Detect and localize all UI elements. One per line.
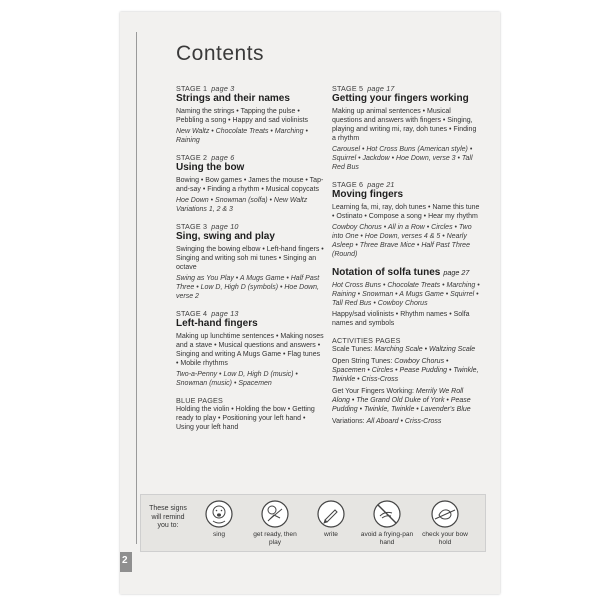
stage-page: page 17 bbox=[367, 84, 395, 93]
blue-pages bbox=[176, 396, 324, 432]
sign-get-ready bbox=[247, 499, 303, 546]
blue-pages-body: Holding the violin • Holding the bow • Getting ready to play • Positioning your left hand • Using your left hand bbox=[176, 406, 315, 431]
signs-intro: These signs will remind you to: bbox=[149, 505, 187, 529]
solfa-body: Happy/sad violinists • Rhythm names • Solfa names and symbols bbox=[332, 311, 470, 327]
stage-title: Strings and their names bbox=[176, 93, 290, 104]
activities-section bbox=[332, 336, 480, 426]
stage-label: STAGE 4 bbox=[176, 309, 208, 318]
margin-rule bbox=[136, 32, 137, 544]
stage-tunes: Swing as You Play • A Mugs Game • Half Past Three • Low D, High D (symbols) • Hoe Down, verse 2 bbox=[176, 275, 320, 300]
stage-page: page 3 bbox=[211, 84, 235, 93]
signs-box bbox=[140, 494, 486, 552]
book-page bbox=[120, 12, 500, 594]
sign-label: write bbox=[324, 531, 338, 538]
stage-body: Bowing • Bow games • James the mouse • Tap-and-say • Finding a rhythm • Musical copycats bbox=[176, 177, 324, 193]
sign-write bbox=[303, 499, 359, 539]
page-number: 2 bbox=[122, 555, 128, 566]
sign-sing bbox=[191, 499, 247, 539]
stage-tunes: Cowboy Chorus • All in a Row • Circles • Two into One • Hoe Down, verses 4 & 5 • Nearly Asleep • Three Brave Mice • Half Past Three (Round) bbox=[332, 224, 472, 258]
stage-page: page 6 bbox=[211, 153, 235, 162]
stage-6 bbox=[332, 180, 480, 259]
sign-label: sing bbox=[212, 531, 226, 538]
open-string-tunes: Open String Tunes: Cowboy Chorus • Spacemen • Circles • Pease Pudding • Twinkle, Twinkle • Criss-Cross bbox=[332, 358, 479, 383]
get-ready-icon bbox=[260, 499, 290, 529]
stage-title: Moving fingers bbox=[332, 189, 404, 200]
stage-label: STAGE 2 bbox=[176, 153, 208, 162]
stage-body: Naming the strings • Tapping the pulse • Pebbling a song • Happy and sad violinists bbox=[176, 108, 309, 124]
scale-tunes: Scale Tunes: Marching Scale • Waltzing Scale bbox=[332, 346, 476, 353]
stage-tunes: Two-a-Penny • Low D, High D (music) • Snowman (music) • Spacemen bbox=[176, 371, 298, 387]
stage-page: page 13 bbox=[211, 309, 239, 318]
stage-tunes: Carousel • Hot Cross Buns (American style) • Squirrel • Jackdow • Hoe Down, verse 3 • Tall Red Bus bbox=[332, 146, 473, 171]
stage-4 bbox=[176, 309, 324, 388]
left-column bbox=[176, 84, 324, 440]
stage-body: Swinging the bowing elbow • Left-hand fingers • Singing and writing soh mi tunes • Singing an octave bbox=[176, 246, 324, 271]
sign-label: check your bow hold bbox=[422, 531, 468, 546]
stage-3 bbox=[176, 222, 324, 301]
stage-body: Learning fa, mi, ray, doh tunes • Name this tune • Ostinato • Compose a song • Hear my rhythm bbox=[332, 204, 480, 220]
stage-label: STAGE 6 bbox=[332, 180, 364, 189]
no-frying-pan-hand-icon bbox=[372, 499, 402, 529]
stage-1 bbox=[176, 84, 324, 145]
stage-tunes: New Waltz • Chocolate Treats • Marching • Raining bbox=[176, 128, 308, 144]
stage-title: Getting your fingers working bbox=[332, 93, 469, 104]
stage-label: STAGE 5 bbox=[332, 84, 364, 93]
sign-label: get ready, then play bbox=[253, 531, 297, 546]
stage-body: Making up lunchtime sentences • Making noses and a stave • Musical questions and answers • Singing and writing A Mugs Game • Flag tunes • Mobile rhythms bbox=[176, 333, 324, 367]
right-column bbox=[332, 84, 480, 434]
variations-tunes: Variations: All Aboard • Criss-Cross bbox=[332, 418, 442, 425]
stage-2 bbox=[176, 153, 324, 214]
stage-label: STAGE 3 bbox=[176, 222, 208, 231]
stage-page: page 10 bbox=[211, 222, 239, 231]
solfa-page: page 27 bbox=[443, 268, 470, 277]
stage-title: Sing, swing and play bbox=[176, 231, 275, 242]
bow-hold-icon bbox=[430, 499, 460, 529]
stage-title: Left-hand fingers bbox=[176, 318, 258, 329]
stage-page: page 21 bbox=[367, 180, 395, 189]
sing-icon bbox=[204, 499, 234, 529]
activities-label: ACTIVITIES PAGES bbox=[332, 336, 401, 345]
write-icon bbox=[316, 499, 346, 529]
stage-tunes: Hoe Down • Snowman (solfa) • New Waltz Variations 1, 2 & 3 bbox=[176, 197, 308, 213]
sign-label: avoid a frying-pan hand bbox=[360, 531, 414, 546]
stage-5 bbox=[332, 84, 480, 172]
blue-pages-label: BLUE PAGES bbox=[176, 396, 224, 405]
solfa-title: Notation of solfa tunes bbox=[332, 267, 441, 278]
stage-body: Making up animal sentences • Musical questions and answers with fingers • Singing, playing and writing mi, ray, doh tunes • Finding a rhythm bbox=[332, 108, 477, 142]
stage-label: STAGE 1 bbox=[176, 84, 208, 93]
solfa-tunes: Hot Cross Buns • Chocolate Treats • Marching • Raining • Snowman • A Mugs Game • Squirrel • Tall Red Bus • Cowboy Chorus bbox=[332, 282, 480, 307]
stage-title: Using the bow bbox=[176, 162, 245, 173]
sign-no-frying-pan bbox=[359, 499, 415, 546]
solfa-section bbox=[332, 267, 480, 328]
fingers-working-tunes: Get Your Fingers Working: Merrily We Roll Along • The Grand Old Duke of York • Pease Pudding • Twinkle, Twinkle • Lavender's Blue bbox=[332, 388, 471, 413]
sign-bow-hold bbox=[417, 499, 473, 546]
page-title: Contents bbox=[176, 42, 265, 65]
